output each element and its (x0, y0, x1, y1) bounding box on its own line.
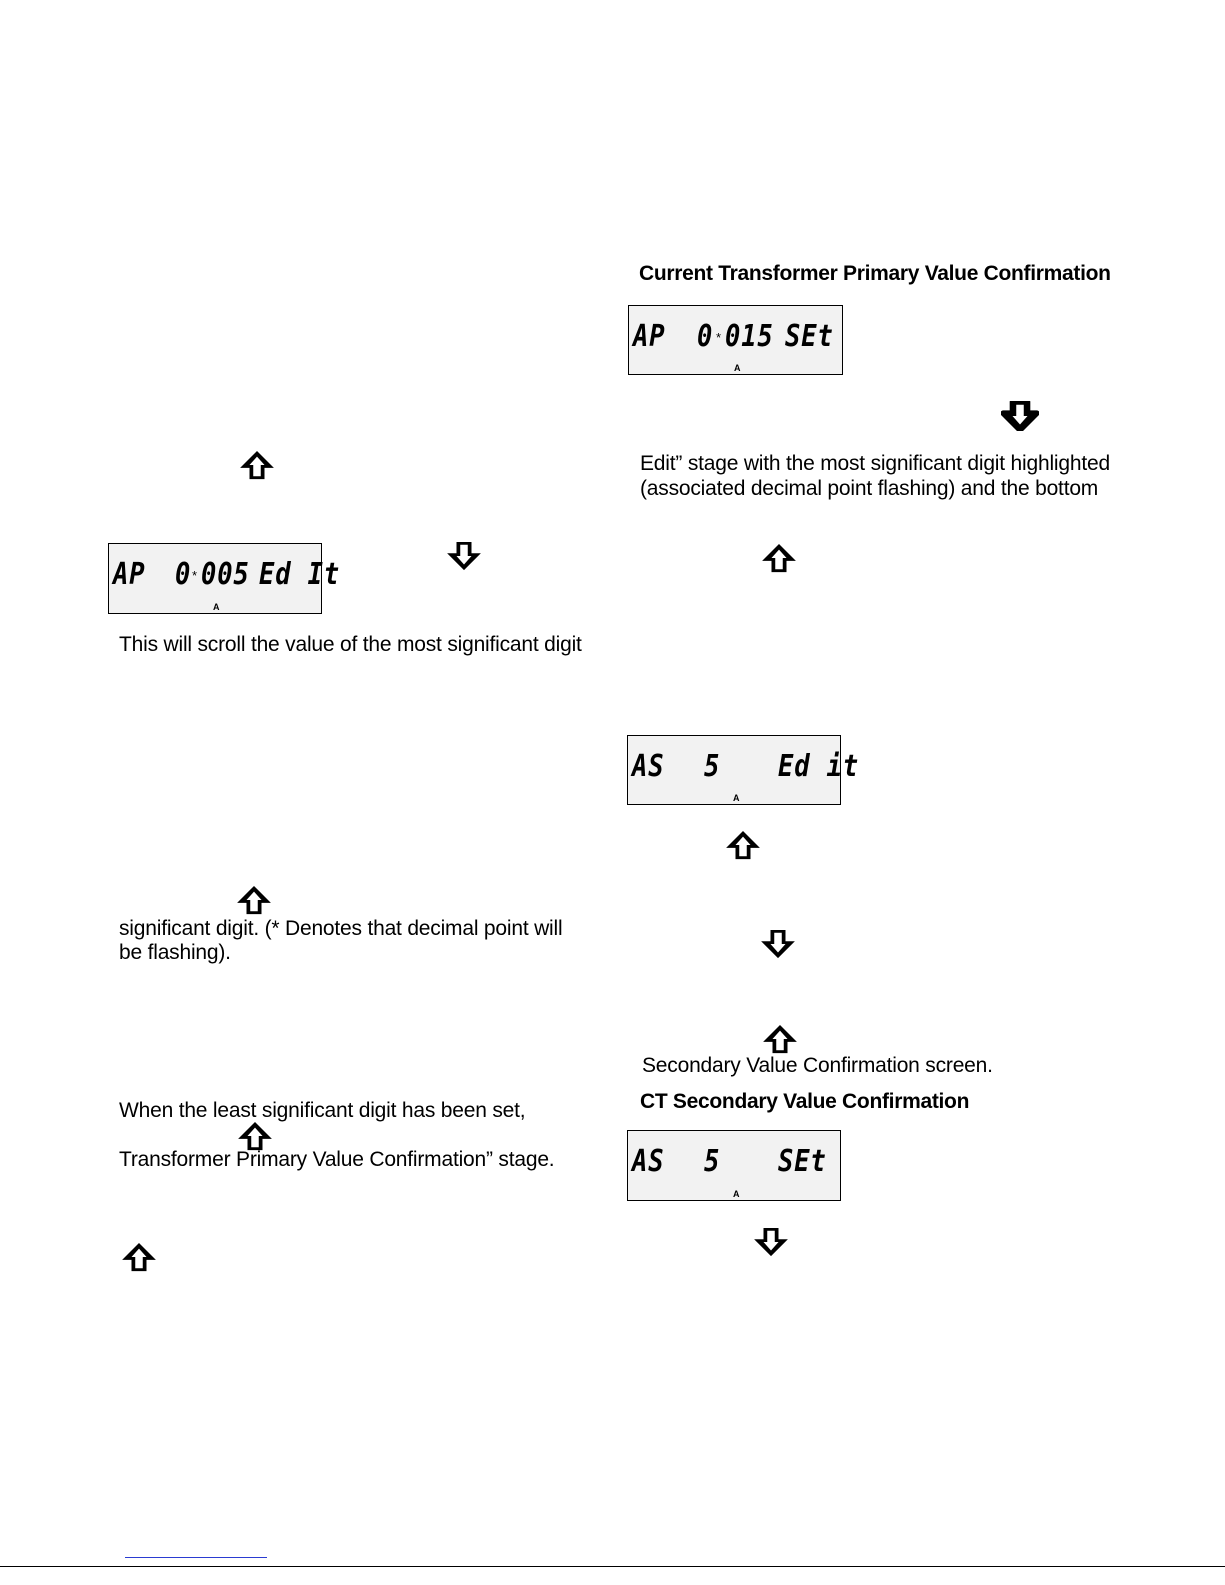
lcd-primary-set (628, 305, 843, 375)
lcd-value: 5 (704, 1144, 721, 1179)
lcd-status: SEt (778, 1144, 827, 1179)
least-digit-text-1: When the least significant digit has been set, (119, 1099, 526, 1122)
lcd-secondary-edit (627, 735, 860, 805)
lcd-secondary-set (627, 1130, 841, 1201)
lcd-value-int: 0 (697, 319, 714, 354)
up-arrow-icon (235, 885, 273, 915)
down-arrow-icon (445, 541, 483, 571)
lcd-unit: A (733, 1189, 740, 1199)
primary-confirmation-heading: Current Transformer Primary Value Confirmation (639, 262, 1111, 285)
up-arrow-icon (238, 450, 276, 480)
lcd-status: Ed It (259, 557, 341, 592)
lcd-value-int: 0 (175, 557, 192, 592)
significant-digit-text-2: be flashing). (119, 941, 231, 964)
lcd-unit: A (734, 363, 741, 373)
edit-text-line-1: Edit” stage with the most significant digit highlighted (640, 452, 1110, 475)
lcd-unit: A (213, 602, 220, 612)
up-arrow-icon (760, 543, 798, 573)
lcd-label: AS (632, 1144, 665, 1179)
lcd-label: AP (113, 557, 146, 592)
lcd-flash-flag: * (192, 568, 198, 583)
lcd-value: 5 (704, 749, 721, 784)
up-arrow-icon (761, 1024, 799, 1054)
least-digit-text-2: Transformer Primary Value Confirmation” stage. (119, 1148, 555, 1171)
lcd-label: AS (632, 749, 665, 784)
down-arrow-icon (1001, 401, 1039, 431)
lcd-value-dec: 015 (725, 319, 774, 354)
lcd-value-dec: 005 (201, 557, 250, 592)
lcd-status: SEt (785, 319, 834, 354)
scroll-text: This will scroll the value of the most significant digit (119, 633, 582, 656)
lcd-unit: A (733, 793, 740, 803)
secondary-screen-text: Secondary Value Confirmation screen. (642, 1054, 993, 1077)
up-arrow-icon (120, 1242, 158, 1272)
lcd-label: AP (633, 319, 666, 354)
lcd-primary-edit (108, 543, 341, 614)
significant-digit-text-1: significant digit. (* Denotes that decimal point will (119, 917, 563, 940)
secondary-confirmation-heading: CT Secondary Value Confirmation (640, 1090, 970, 1113)
down-arrow-icon (752, 1227, 790, 1257)
footer-link-underline[interactable] (125, 1557, 267, 1558)
lcd-status: Ed it (778, 749, 860, 784)
edit-text-line-2: (associated decimal point flashing) and the bottom (640, 477, 1099, 500)
down-arrow-icon (759, 929, 797, 959)
footer-rule (0, 1566, 1225, 1567)
lcd-flash-flag: * (716, 330, 722, 345)
up-arrow-icon (724, 830, 762, 860)
up-arrow-icon (236, 1121, 274, 1151)
